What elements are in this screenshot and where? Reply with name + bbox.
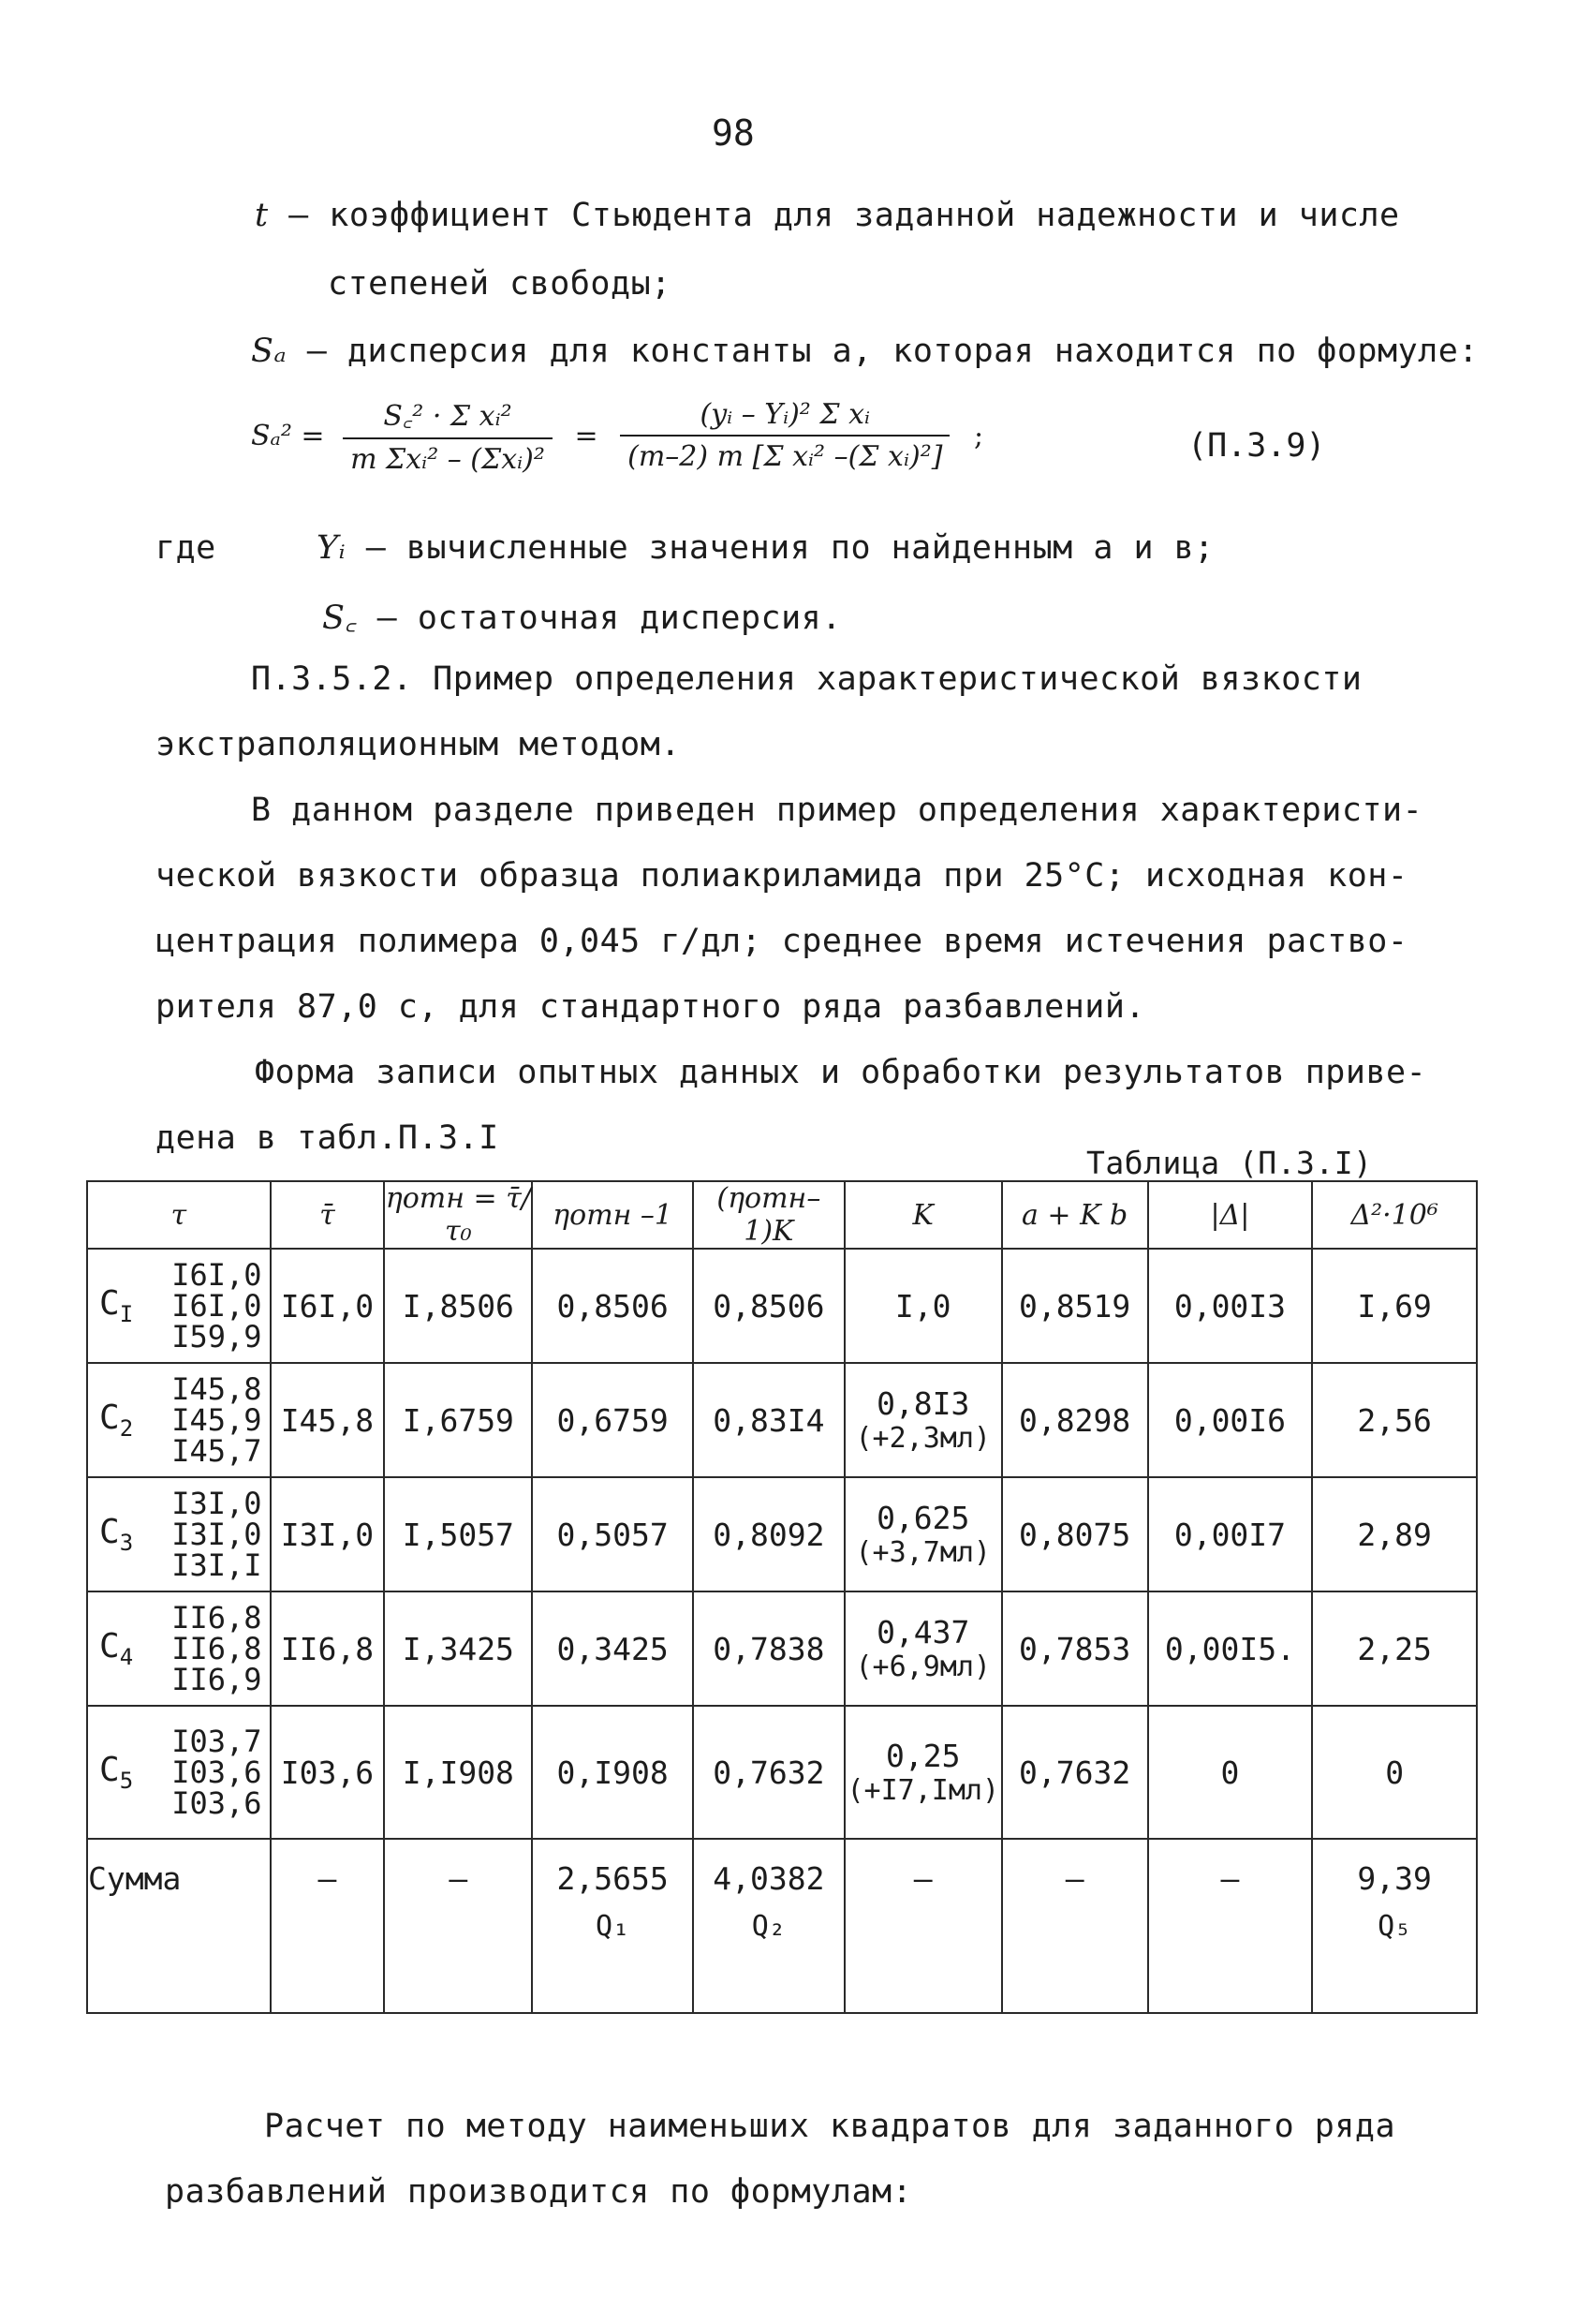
paragraph-line: Форма записи опытных данных и обработки результатов приве- (255, 1054, 1427, 1091)
k-added-volume: (+3,7мл) (855, 1536, 991, 1569)
delta-squared-value: I,69 (1312, 1249, 1477, 1363)
flow-time-1: II6,8 (171, 1599, 262, 1636)
table-row (87, 1363, 1477, 1477)
paragraph-line: рителя 87,0 с, для стандартного ряда разбавлений. (155, 988, 1146, 1026)
flow-time-1: I3I,0 (171, 1485, 262, 1521)
definition-t-line2: степеней свободы; (328, 265, 671, 303)
mean-time: I6I,0 (271, 1249, 385, 1363)
table-row (87, 1477, 1477, 1591)
mean-time: II6,8 (271, 1591, 385, 1706)
sum-delta-squared-cell (1312, 1839, 1477, 2013)
a-plus-kb-value: 0,8298 (1002, 1363, 1148, 1477)
k-value-cell (845, 1363, 1002, 1477)
sum-k: – (845, 1839, 1002, 2013)
delta-squared-value: 2,25 (1312, 1591, 1477, 1706)
specific-viscosity: 0,3425 (532, 1591, 693, 1706)
k-value: I,0 (894, 1287, 951, 1325)
k-added-volume: (+2,3мл) (855, 1422, 991, 1455)
flow-time-1: I45,8 (171, 1370, 262, 1407)
mean-time: I3I,0 (271, 1477, 385, 1591)
concentration-cell (87, 1477, 271, 1591)
page-number: 98 (712, 112, 755, 154)
definition-t-text: – коэффициент Стьюдента для заданной надежности и числе (288, 197, 1400, 234)
header-a-plus-kb: a + K b (1002, 1181, 1148, 1249)
section-heading: П.3.5.2. Пример определения характеристической вязкости (251, 660, 1363, 698)
a-plus-kb-value: 0,7853 (1002, 1591, 1148, 1706)
table-row (87, 1249, 1477, 1363)
delta-squared-value: 0 (1312, 1706, 1477, 1839)
specific-viscosity: 0,5057 (532, 1477, 693, 1591)
section-heading-line2: экстраполяционным методом. (155, 726, 681, 763)
header-delta-squared: Δ²·10⁶ (1312, 1181, 1477, 1249)
concentration-cell (87, 1706, 271, 1839)
concentration-label: $C_4$ (99, 1626, 134, 1671)
k-value: 0,437 (877, 1614, 970, 1650)
formula-lhs: Sₐ² = (251, 419, 325, 452)
flow-time-3: I3I,I (171, 1547, 262, 1583)
header-abs-delta: |Δ| (1148, 1181, 1313, 1249)
concentration-label: $C_I$ (99, 1283, 134, 1328)
paragraph-line: ческой вязкости образца полиакриламида при 25°С; исходная кон- (155, 857, 1408, 895)
flow-time-3: I03,6 (171, 1784, 262, 1821)
flow-time-2: I45,9 (171, 1401, 262, 1438)
definition-sc-text: – остаточная дисперсия. (376, 600, 842, 637)
formula-fraction-1-numerator: S꜀² · Σ xᵢ² (343, 395, 553, 439)
sum-label: Сумма (87, 1839, 271, 2013)
formula-fraction-1 (343, 395, 553, 476)
q1-label: Q₁ (596, 1910, 630, 1943)
definition-yi (317, 529, 1215, 567)
paragraph-line: центрация полимера 0,045 г/дл; среднее время истечения раство- (155, 923, 1408, 960)
sum-abs-delta: – (1148, 1839, 1313, 2013)
specific-viscosity-times-k: 0,83I4 (693, 1363, 845, 1477)
sum-mean-time: – (271, 1839, 385, 2013)
where-label: где (155, 529, 216, 567)
sum-relative-viscosity: – (384, 1839, 532, 2013)
sum-specific-viscosity-cell (532, 1839, 693, 2013)
flow-time-3: I45,7 (171, 1432, 262, 1469)
symbol-sa: Sₐ (251, 333, 287, 370)
formula-equals: = (574, 419, 598, 452)
k-value-cell (845, 1706, 1002, 1839)
sum-delta-squared: 9,39 (1357, 1860, 1432, 1897)
definition-t (255, 197, 1400, 234)
formula-p39 (251, 395, 983, 476)
concentration-label: $C_2$ (99, 1398, 134, 1443)
formula-semicolon: ; (973, 419, 984, 452)
delta-squared-value: 2,89 (1312, 1477, 1477, 1591)
table-row (87, 1591, 1477, 1706)
abs-delta-value: 0,00I3 (1148, 1249, 1313, 1363)
paragraph-line: В данном разделе приведен пример определения характеристи- (251, 792, 1423, 829)
k-value: 0,8I3 (877, 1385, 970, 1422)
paragraph-line: Расчет по методу наименьших квадратов для заданного ряда (264, 2108, 1396, 2145)
k-added-volume: (+6,9мл) (855, 1650, 991, 1683)
specific-viscosity: 0,6759 (532, 1363, 693, 1477)
flow-time-2: II6,8 (171, 1630, 262, 1666)
k-value: 0,25 (885, 1738, 961, 1774)
a-plus-kb-value: 0,8075 (1002, 1477, 1148, 1591)
k-value-cell (845, 1477, 1002, 1591)
delta-squared-value: 2,56 (1312, 1363, 1477, 1477)
formula-fraction-2 (620, 398, 950, 473)
flow-time-2: I03,6 (171, 1754, 262, 1790)
relative-viscosity: I,I908 (384, 1706, 532, 1839)
sum-a-plus-kb: – (1002, 1839, 1148, 2013)
symbol-t: t (255, 197, 269, 234)
q2-label: Q₂ (751, 1910, 786, 1943)
concentration-label: $C_3$ (99, 1512, 134, 1557)
table-caption: Таблица (П.3.I) (1086, 1145, 1373, 1181)
a-plus-kb-value: 0,8519 (1002, 1249, 1148, 1363)
flow-time-2: I6I,0 (171, 1287, 262, 1324)
q5-label: Q₅ (1378, 1910, 1412, 1943)
definition-sc (322, 595, 842, 639)
k-added-volume: (+I7,Iмл) (847, 1774, 1000, 1807)
specific-viscosity-times-k: 0,8092 (693, 1477, 845, 1591)
concentration-cell (87, 1363, 271, 1477)
abs-delta-value: 0,00I7 (1148, 1477, 1313, 1591)
flow-time-1: I03,7 (171, 1723, 262, 1759)
specific-viscosity-times-k: 0,7838 (693, 1591, 845, 1706)
table-row (87, 1706, 1477, 1839)
k-value: 0,625 (877, 1500, 970, 1536)
mean-time: I45,8 (271, 1363, 385, 1477)
paragraph-line: дена в табл.П.3.I (155, 1119, 499, 1157)
mean-time: I03,6 (271, 1706, 385, 1839)
header-tau: τ (87, 1181, 271, 1249)
flow-time-1: I6I,0 (171, 1256, 262, 1293)
formula-fraction-1-denominator: m Σxᵢ² – (Σxᵢ)² (350, 443, 545, 476)
relative-viscosity: I,3425 (384, 1591, 532, 1706)
specific-viscosity: 0,8506 (532, 1249, 693, 1363)
relative-viscosity: I,5057 (384, 1477, 532, 1591)
flow-time-2: I3I,0 (171, 1516, 262, 1552)
definition-sa (251, 333, 1479, 370)
symbol-sc: S꜀ (322, 600, 358, 637)
flow-time-3: I59,9 (171, 1318, 262, 1354)
equation-number: (П.3.9) (1187, 427, 1326, 465)
relative-viscosity: I,8506 (384, 1249, 532, 1363)
header-tau-mean: τ̄ (271, 1181, 385, 1249)
header-eta-rel: ηотн = τ̄/τ₀ (385, 1182, 531, 1248)
abs-delta-value: 0 (1148, 1706, 1313, 1839)
formula-fraction-2-denominator: (m–2) m [Σ xᵢ² –(Σ xᵢ)²] (627, 440, 943, 473)
sum-specific-viscosity-times-k-cell (693, 1839, 845, 2013)
flow-time-3: II6,9 (171, 1661, 262, 1697)
header-k: K (845, 1181, 1002, 1249)
definition-yi-text: – вычисленные значения по найденным а и в; (365, 529, 1215, 567)
header-eta-rel-minus-1: ηотн –1 (532, 1181, 693, 1249)
table-header-row (87, 1181, 1477, 1249)
abs-delta-value: 0,00I6 (1148, 1363, 1313, 1477)
k-value-cell (845, 1591, 1002, 1706)
k-value-cell (845, 1249, 1002, 1363)
a-plus-kb-value: 0,7632 (1002, 1706, 1148, 1839)
specific-viscosity: 0,I908 (532, 1706, 693, 1839)
relative-viscosity: I,6759 (384, 1363, 532, 1477)
sum-row (87, 1839, 1477, 2013)
formula-fraction-2-numerator: (yᵢ – Yᵢ)² Σ xᵢ (620, 398, 950, 437)
specific-viscosity-times-k: 0,7632 (693, 1706, 845, 1839)
sum-specific-viscosity-times-k: 4,0382 (713, 1860, 825, 1897)
header-eta-times-k: (ηотн–1)K (693, 1181, 845, 1249)
concentration-cell (87, 1591, 271, 1706)
definition-sa-text: – дисперсия для константы а, которая находится по формуле: (306, 333, 1479, 370)
concentration-label: $C_5$ (99, 1750, 134, 1795)
paragraph-line: разбавлений производится по формулам: (165, 2173, 913, 2211)
concentration-cell (87, 1249, 271, 1363)
symbol-yi: Yᵢ (317, 529, 346, 567)
data-table (86, 1180, 1478, 2014)
abs-delta-value: 0,00I5. (1148, 1591, 1313, 1706)
sum-specific-viscosity: 2,5655 (556, 1860, 669, 1897)
specific-viscosity-times-k: 0,8506 (693, 1249, 845, 1363)
